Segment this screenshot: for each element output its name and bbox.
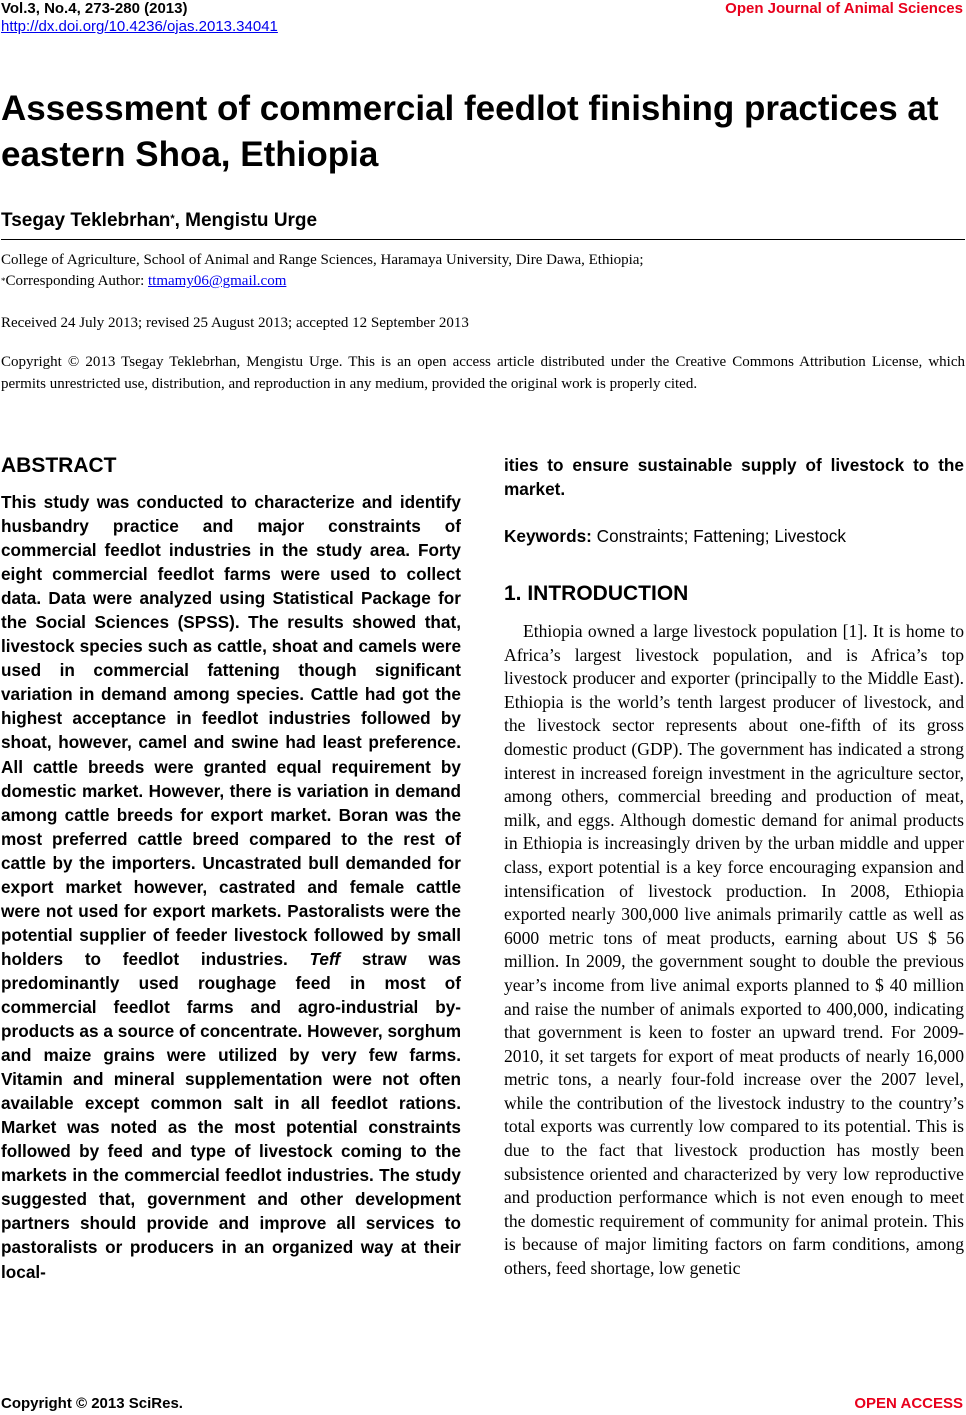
abstract-heading: ABSTRACT (1, 454, 117, 477)
author-list (1, 209, 317, 233)
copyright-notice: Copyright © 2013 Tsegay Teklebrhan, Mengistu Urge. This is an open access article distributed under the Creative Commons Attribution License, which permits unrestricted use, distribution, and reproduction in any medium, provided the original work is properly cited. (1, 354, 965, 392)
keywords-label: Keywords: (504, 526, 592, 546)
author-name: Mengistu Urge (185, 210, 318, 231)
introduction-text: Ethiopia owned a large livestock population [1]. It is home to Africa’s largest livestock population, and is Africa’s top livestock producer and exporter (principally to the Middle East). Ethiopia is the world’s tenth largest producer of livestock, and the livestock sector represents about one-fifth of its gross domestic product (GDP). The government has indicated a strong interest in increased foreign investment in the agriculture sector, among others, commercial breeding and production of meat, milk, and eggs. Although domestic demand for animal products in Ethiopia is increasingly driven by the urban middle and upper class, export potential is a key force encouraging expansion and intensification of livestock production. In 2008, Ethiopia exported nearly 300,000 live animals primarily cattle as well as 6000 metric tons of meat products, earning about US $ 56 million. In 2009, the government sought to double the previous year’s income from live animal exports planned to $ 40 million and raise the number of animals exported to 400,000, indicating that government is keen to foster an upward trend. For 2009-2010, it set targets for export of meat products of nearly 16,000 metric tons, a nearly four-fold increase over the 2007 level, while the contribution of the livestock industry to the country’s total exports was currently low compared to its potential. This is due to the fact that livestock production has mostly been subsistence oriented and characterized by very low reproductive and production performance which is not even enough to meet the domestic requirement of community for animal protein. This is because of major limiting factors on farm conditions, among others, feed shortage, low genetic (504, 621, 964, 1279)
journal-name: Open Journal of Animal Sciences (725, 0, 963, 17)
title-divider (1, 239, 965, 240)
author-separator: , (174, 210, 186, 231)
doi-link[interactable]: http://dx.doi.org/10.4236/ojas.2013.34041 (1, 18, 278, 35)
introduction-heading: 1. INTRODUCTION (504, 582, 689, 605)
keywords-list: Constraints; Fattening; Livestock (591, 526, 846, 546)
corresponding-author (1, 271, 286, 291)
corresponding-mark: * (1, 276, 6, 286)
abstract-text-continued: ities to ensure sustainable supply of livestock to the market. (504, 455, 964, 499)
abstract-italic-term: Teff (309, 948, 341, 969)
keywords (504, 524, 846, 548)
footer-copyright: Copyright © 2013 SciRes. (1, 1395, 183, 1412)
volume-info: Vol.3, No.4, 273-280 (2013) (1, 0, 188, 17)
abstract-text-part: straw was predominantly used roughage feed in most of commercial feedlot farms and agro-industrial by-products as a source of concentrate. However, sorghum and maize grains were utilized by very few farms. Vitamin and mineral supplementation were not often available except common salt in all feedlot rations. Market was noted as the most potential constraints followed by feed and type of livestock coming to the markets in the commercial feedlot industries. The study suggested that, government and other development partners should provide and improve all services to pastoralists or producers in an organized way at their local- (1, 948, 461, 1282)
email-link[interactable]: ttmamy06@gmail.com (148, 273, 287, 289)
abstract-text (1, 490, 461, 1284)
footer-open-access: OPEN ACCESS (854, 1395, 963, 1412)
author-name: Tsegay Teklebrhan (1, 210, 171, 231)
corresponding-mark: * (170, 213, 175, 225)
article-dates: Received 24 July 2013; revised 25 August 2013; accepted 12 September 2013 (1, 315, 469, 331)
abstract-text-part: This study was conducted to characterize and identify husbandry practice and major constraints of commercial feedlot industries in the study area. Forty eight commercial feedlot farms were used to collect data. Data were analyzed using Statistical Package for the Social Sciences (SPSS). The results showed that, livestock species such as cattle, shoat and camels were used in commercial fattening though significant variation in demand among species. Cattle had got the highest acceptance in feedlot industries followed by shoat, however, camel and swine had least preference. All cattle breeds were granted equal requirement by domestic market. However, there is variation in demand among cattle breeds for export market. Boran was the most preferred cattle breed compared to the rest of cattle by the importers. Uncastrated bull demanded for export market however, castrated and female cattle were not used for export markets. Pastoralists were the potential supplier of feeder livestock followed by small holders to feedlot industries. (1, 492, 461, 969)
article-title: Assessment of commercial feedlot finishing practices at eastern Shoa, Ethiopia (1, 89, 939, 174)
affiliation: College of Agriculture, School of Animal and Range Sciences, Haramaya University, Dire Dawa, Ethiopia; (1, 252, 644, 268)
corresponding-label: Corresponding Author: (5, 273, 148, 289)
